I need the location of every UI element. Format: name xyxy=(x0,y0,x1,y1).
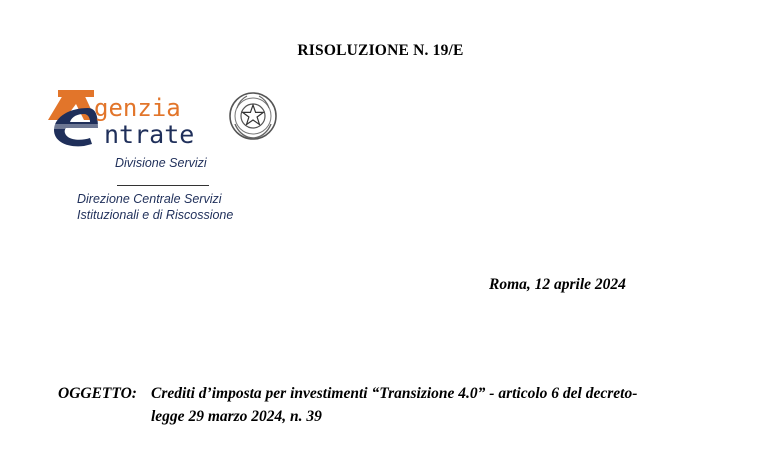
direzione-label xyxy=(77,191,233,223)
logo-word-top: genzia xyxy=(94,94,181,122)
division-label: Divisione Servizi xyxy=(115,156,207,170)
document-date: Roma, 12 aprile 2024 xyxy=(489,276,626,293)
logo-word-bottom: ntrate xyxy=(104,120,195,149)
oggetto-text-line-2: legge 29 marzo 2024, n. 39 xyxy=(151,408,322,425)
logo-a-bar xyxy=(58,90,94,97)
direzione-line-1: Direzione Centrale Servizi xyxy=(77,192,222,206)
oggetto-label: OGGETTO: xyxy=(58,385,137,402)
document-title: RISOLUZIONE N. 19/E xyxy=(297,42,464,59)
header-divider xyxy=(117,185,209,186)
italian-republic-emblem-icon xyxy=(227,90,279,142)
direzione-line-2: Istituzionali e di Riscossione xyxy=(77,208,234,222)
oggetto-text-line-1: Crediti d’imposta per investimenti “Transizione 4.0” - articolo 6 del decreto- xyxy=(151,385,638,402)
